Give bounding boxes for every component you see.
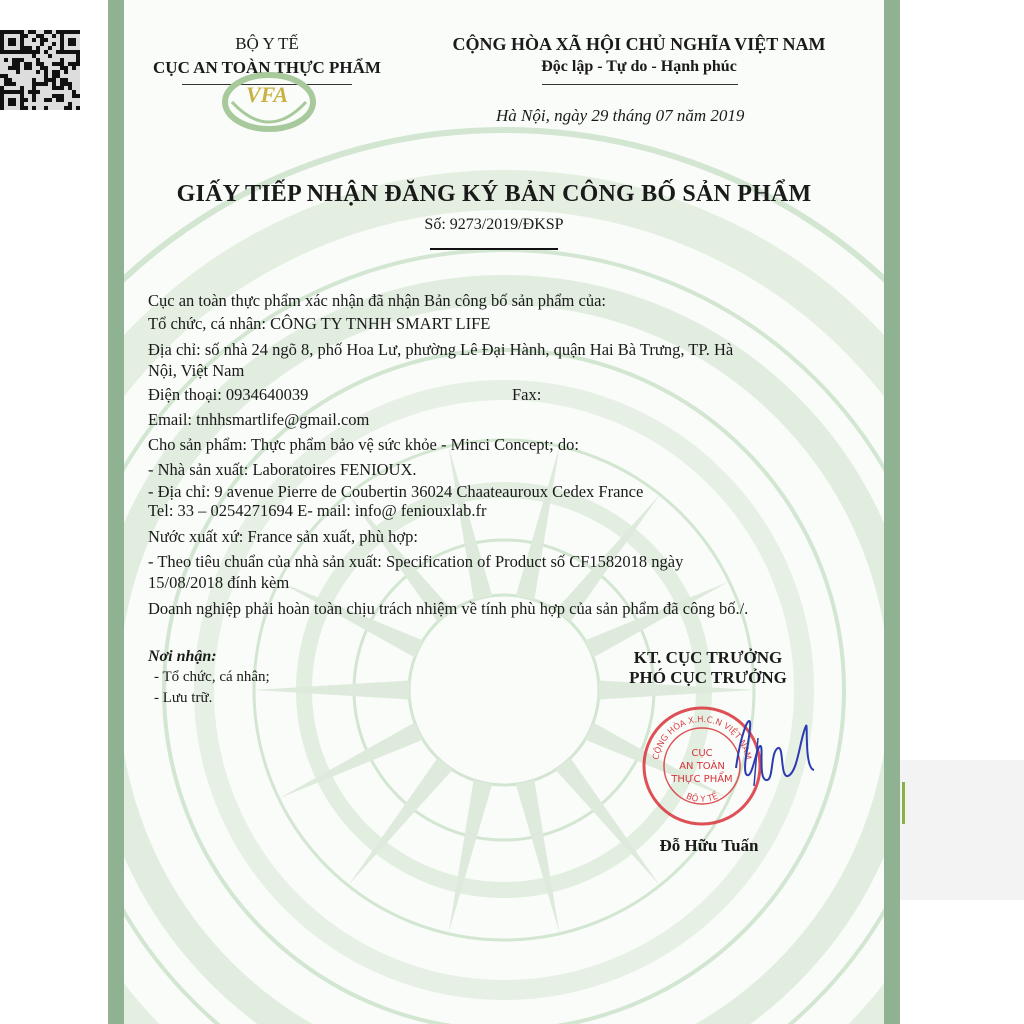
ministry-name: BỘ Y TẾ — [235, 34, 299, 53]
responsibility-statement: Doanh nghiệp phải hoàn toàn chịu trách nhiệm về tính phù hợp của sản phẩm đã công bố./. — [148, 599, 749, 618]
standard-line-1: - Theo tiêu chuẩn của nhà sản xuất: Specification of Product số CF1582018 ngày — [148, 552, 684, 571]
svg-text:AN TOÀN: AN TOÀN — [679, 761, 725, 772]
email-line: Email: tnhhsmartlife@gmail.com — [148, 410, 370, 429]
address-line-2: Nội, Việt Nam — [148, 361, 245, 380]
phone-line: Điện thoại: 0934640039 — [148, 385, 309, 404]
organization-line: Tổ chức, cá nhân: CÔNG TY TNHH SMART LIFE — [148, 314, 491, 333]
national-motto: Độc lập - Tự do - Hạnh phúc — [541, 58, 737, 75]
origin-line: Nước xuất xứ: France sản xuất, phù hợp: — [148, 527, 418, 546]
agency-name: CỤC AN TOÀN THỰC PHẨM — [153, 58, 381, 77]
vfa-logo: VFA — [222, 72, 316, 132]
drum-ray — [516, 780, 560, 934]
svg-text:CỤC: CỤC — [691, 748, 713, 759]
document-number: Số: 9273/2019/ĐKSP — [424, 216, 564, 233]
handwritten-signature — [728, 708, 828, 798]
signer-name: Đỗ Hữu Tuấn — [659, 836, 759, 855]
address-line-1: Địa chỉ: số nhà 24 ngõ 8, phố Hoa Lư, phường Lê Đại Hành, quận Hai Bà Trưng, TP. Hà — [148, 340, 734, 359]
title-underline — [430, 248, 558, 250]
manufacturer-address: - Địa chỉ: 9 avenue Pierre de Coubertin 36024 Chaateauroux Cedex France — [148, 482, 644, 501]
recipient-item: - Lưu trữ. — [154, 690, 213, 706]
manufacturer-line: - Nhà sản xuất: Laboratoires FENIOUX. — [148, 460, 417, 479]
signer-role-1: KT. CỤC TRƯỞNG — [633, 648, 783, 667]
qr-code — [0, 30, 80, 110]
document-title: GIẤY TIẾP NHẬN ĐĂNG KÝ BẢN CÔNG BỐ SẢN PHẨM — [176, 181, 812, 207]
recipient-item: - Tổ chức, cá nhân; — [154, 669, 270, 685]
product-line: Cho sản phẩm: Thực phẩm bảo vệ sức khỏe - Minci Concept; do: — [148, 435, 579, 454]
signer-role-2: PHÓ CỤC TRƯỞNG — [629, 668, 787, 687]
svg-text:BỘ Y TẾ: BỘ Y TẾ — [684, 791, 720, 805]
drum-ray — [279, 723, 423, 799]
drum-ray — [448, 780, 492, 934]
drum-ray — [254, 681, 410, 700]
side-scrap — [900, 760, 1024, 900]
recipients-heading: Nơi nhận: — [148, 648, 217, 665]
standard-line-2: 15/08/2018 đính kèm — [148, 573, 290, 592]
country-name: CỘNG HÒA XÃ HỘI CHỦ NGHĨA VIỆT NAM — [452, 34, 826, 54]
certificate-page — [124, 0, 884, 1024]
place-and-date: Hà Nội, ngày 29 tháng 07 năm 2019 — [496, 106, 745, 125]
fax-label: Fax: — [512, 385, 542, 404]
svg-text:THỰC PHẨM: THỰC PHẨM — [671, 774, 733, 785]
drum-ray — [448, 446, 492, 600]
manufacturer-contact: Tel: 33 – 0254271694 E- mail: info@ feniouxlab.fr — [148, 501, 487, 520]
drum-ray — [516, 446, 560, 600]
intro-text: Cục an toàn thực phẩm xác nhận đã nhận Bản công bố sản phẩm của: — [148, 291, 606, 310]
motto-underline — [542, 84, 738, 85]
svg-text:CỘNG HÒA X.H.C.N VIỆT NAM: CỘNG HÒA X.H.C.N VIỆT NAM — [651, 714, 753, 761]
